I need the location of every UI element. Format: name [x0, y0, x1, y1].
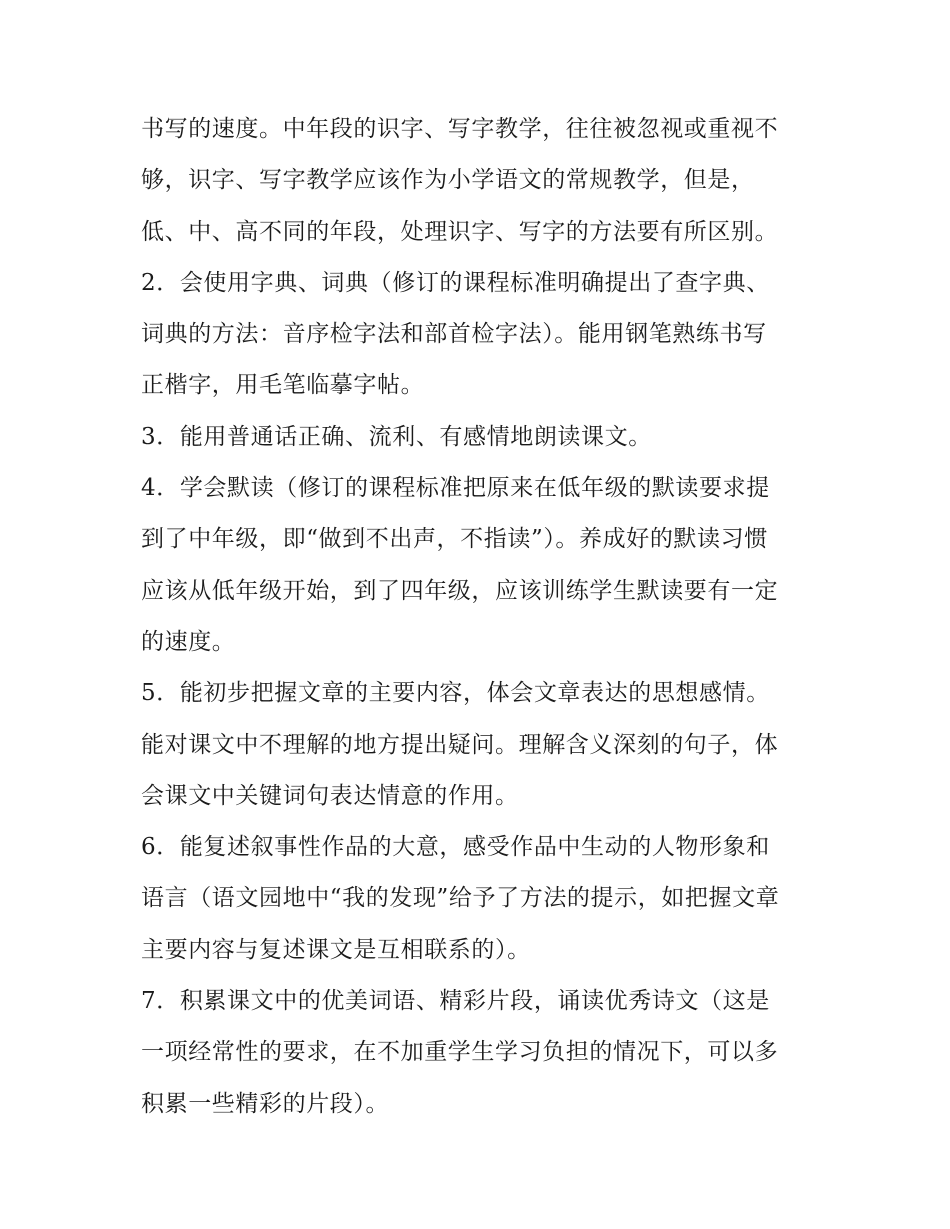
- text-line: 3．能用普通话正确、流利、有感情地朗读课文。: [141, 423, 652, 450]
- text-line: 7．积累课文中的优美词语、精彩片段，诵读优秀诗文（这是: [141, 988, 770, 1015]
- text-line: 应该从低年级开始，到了四年级，应该训练学生默读要有一定: [141, 577, 779, 604]
- text-line: 正楷字，用毛笔临摹字帖。: [141, 372, 425, 399]
- text-line: 语言（语文园地中“我的发现”给予了方法的提示，如把握文章: [141, 885, 780, 912]
- text-line: 会课文中关键词句表达情意的作用。: [141, 782, 519, 809]
- text-line: 够，识字、写字教学应该作为小学语文的常规教学，但是，: [141, 167, 755, 194]
- text-line: 低、中、高不同的年段，处理识字、写字的方法要有所区别。: [141, 218, 779, 245]
- text-line: 书写的速度。中年段的识字、写字教学，往往被忽视或重视不: [141, 116, 779, 142]
- text-line: 积累一些精彩的片段）。: [141, 1090, 390, 1117]
- text-line: 主要内容与复述课文是互相联系的）。: [141, 936, 531, 963]
- text-line: 一项经常性的要求，在不加重学生学习负担的情况下，可以多: [141, 1039, 779, 1066]
- document-body: [141, 104, 821, 1130]
- text-line: 到了中年级，即“做到不出声，不指读”）。养成好的默读习惯: [141, 526, 768, 553]
- text-line: 的速度。: [141, 628, 236, 655]
- text-line: 6．能复述叙事性作品的大意，感受作品中生动的人物形象和: [141, 834, 770, 861]
- text-line: 能对课文中不理解的地方提出疑问。理解含义深刻的句子，体: [141, 731, 779, 758]
- text-line: 词典的方法：音序检字法和部首检字法）。能用钢笔熟练书写: [141, 321, 767, 348]
- text-line: 4．学会默读（修订的课程标准把原来在低年级的默读要求提: [141, 475, 770, 502]
- text-line: 5．能初步把握文章的主要内容，体会文章表达的思想感情。: [141, 680, 770, 707]
- text-line: 2．会使用字典、词典（修订的课程标准明确提出了查字典、: [141, 269, 770, 296]
